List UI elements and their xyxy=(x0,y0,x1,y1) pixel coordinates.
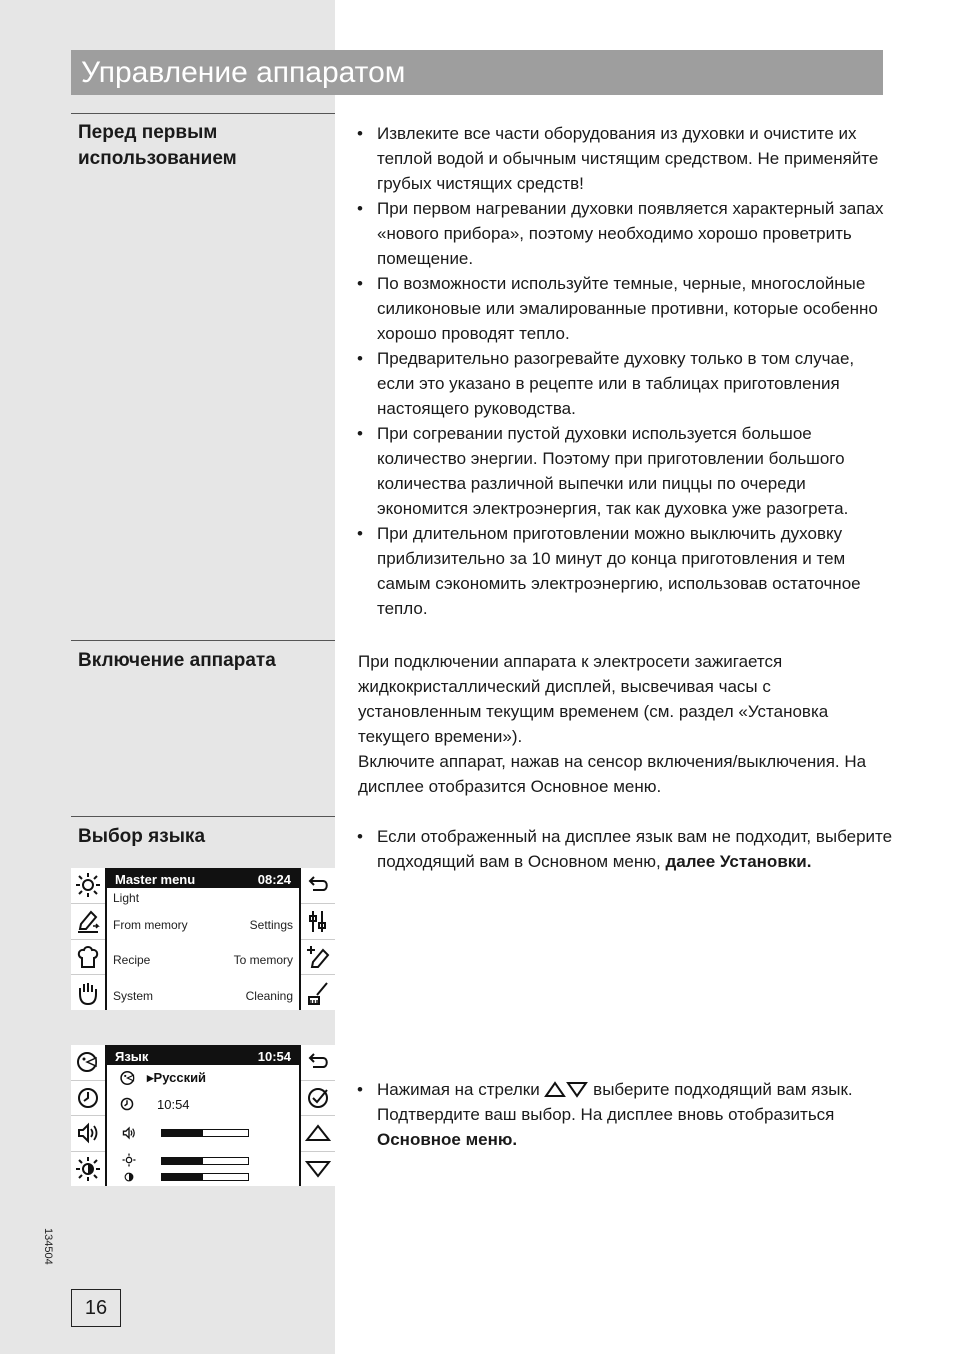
list-item: • При длительном приготовлении можно выключить духовку приблизительно за 10 минут до конца приготовления и тем самым сэкономить электроэнергию, использовав остаточное тепло. xyxy=(356,521,896,621)
cleaning-icon[interactable] xyxy=(301,975,335,1010)
brightness-icon[interactable] xyxy=(71,1152,105,1187)
bullet-bold: Основное меню. xyxy=(377,1130,518,1149)
menu-row[interactable] xyxy=(113,989,293,1003)
up-down-arrows-icon xyxy=(544,1080,588,1099)
page-title: Управление аппаратом xyxy=(71,50,883,95)
paragraph: Включите аппарат, нажав на сенсор включения/выключения. На дисплее отобразится Основное меню. xyxy=(358,752,867,796)
to-memory-icon[interactable] xyxy=(301,940,335,976)
brightness-slider[interactable] xyxy=(161,1157,249,1165)
volume-small-icon xyxy=(121,1125,137,1141)
arrow-up-icon[interactable] xyxy=(301,1116,335,1152)
menu-item-light[interactable]: Light xyxy=(113,891,140,905)
contrast-fill xyxy=(162,1174,203,1180)
section-title-switch-on: Включение аппарата xyxy=(78,650,276,671)
clock-icon[interactable] xyxy=(71,1081,105,1117)
list-item: • По возможности используйте темные, черные, многослойные силиконовые или эмалированные противни, которые особенно хорошо проводят тепло. xyxy=(356,271,896,346)
menu-item-to-memory[interactable]: To memory xyxy=(233,953,293,967)
back-icon[interactable] xyxy=(301,1045,335,1081)
contrast-slider[interactable] xyxy=(161,1173,249,1181)
bullet-bold: далее Установки. xyxy=(665,852,812,871)
screen-title: Master menu xyxy=(115,871,196,887)
document-code: 134504 xyxy=(42,1228,54,1265)
menu-item-settings[interactable]: Settings xyxy=(249,918,293,932)
confirm-icon[interactable] xyxy=(301,1081,335,1117)
menu-item-cleaning[interactable]: Cleaning xyxy=(245,989,293,1003)
settings-icon[interactable] xyxy=(301,904,335,940)
list-item: • При согревании пустой духовки используется большое количество энергии. Поэтому при приготовлении большого количества различной выпечки или пиццы по очереди экономится электроэнергия, так как духовка уже разогрета. xyxy=(356,421,896,521)
display-left-icons xyxy=(71,868,105,1010)
language-bullets-1 xyxy=(356,824,896,874)
menu-item-recipe[interactable]: Recipe xyxy=(113,953,151,967)
time-setting-row[interactable] xyxy=(119,1096,190,1112)
clock-small-icon xyxy=(119,1096,135,1112)
switch-on-text xyxy=(358,649,888,799)
menu-row[interactable] xyxy=(113,918,293,932)
display-left-icons xyxy=(71,1045,105,1186)
language-display xyxy=(71,1045,335,1186)
from-memory-icon[interactable] xyxy=(71,904,105,940)
section-title-language: Выбор языка xyxy=(78,826,206,847)
back-icon[interactable] xyxy=(301,868,335,904)
section-divider xyxy=(71,816,335,817)
light-icon[interactable] xyxy=(71,868,105,904)
master-menu-display xyxy=(71,868,335,1010)
screen-time: 10:54 xyxy=(257,1048,291,1064)
display-right-icons xyxy=(301,868,335,1010)
bullet-text: Если отображенный на дисплее язык вам не подходит, выберите подходящий вам в Основном меню, xyxy=(377,827,893,871)
screen-title: Язык xyxy=(115,1048,149,1064)
language-small-icon xyxy=(119,1069,137,1087)
menu-item-system[interactable]: System xyxy=(113,989,154,1003)
list-item: • Извлеките все части оборудования из духовки и очистите их теплой водой и обычным чистящим средством. Не применяйте грубых чистящих средств! xyxy=(356,121,896,196)
list-item xyxy=(356,824,896,874)
bullet-text: Нажимая на стрелки xyxy=(377,1080,545,1099)
bullet-text: выберите подходящий вам язык. Подтвердите ваш выбор. На дисплее вновь отобразиться xyxy=(377,1080,853,1124)
language-bullets-2 xyxy=(356,1077,896,1152)
screen-time: 08:24 xyxy=(257,871,291,887)
language-setting-row[interactable] xyxy=(119,1069,206,1087)
menu-row[interactable] xyxy=(113,953,293,967)
language-icon[interactable] xyxy=(71,1045,105,1081)
section-title-first-use: Перед первым использованием xyxy=(78,122,237,169)
lcd-screen xyxy=(105,1045,301,1186)
list-item: • При первом нагревании духовки появляется характерный запах «нового прибора», поэтому необходимо хорошо проветрить помещение. xyxy=(356,196,896,271)
recipe-icon[interactable] xyxy=(71,940,105,976)
page-number: 16 xyxy=(71,1289,121,1327)
list-item xyxy=(356,1077,896,1152)
display-right-icons xyxy=(301,1045,335,1186)
menu-row[interactable] xyxy=(113,891,293,905)
arrow-down-icon[interactable] xyxy=(301,1152,335,1187)
paragraph: При подключении аппарата к электросети зажигается жидкокристаллический дисплей, высвечивая часы с установленным текущим временем (см. раздел «Установка текущего времени»). xyxy=(358,652,829,746)
language-value[interactable]: ▸Русский xyxy=(147,1070,207,1085)
menu-item-from-memory[interactable]: From memory xyxy=(113,918,188,932)
brightness-small-icon xyxy=(122,1153,136,1167)
brightness-fill xyxy=(162,1158,203,1164)
contrast-small-icon xyxy=(124,1172,134,1182)
lcd-screen xyxy=(105,868,301,1010)
screen-header xyxy=(107,870,299,888)
screen-header xyxy=(107,1047,299,1065)
section-divider xyxy=(71,113,335,114)
volume-fill xyxy=(162,1130,203,1136)
first-use-bullets xyxy=(356,121,896,621)
section-divider xyxy=(71,640,335,641)
list-item: • Предварительно разогревайте духовку только в том случае, если это указано в рецепте или в таблицах приготовления настоящего руководства. xyxy=(356,346,896,421)
system-icon[interactable] xyxy=(71,975,105,1010)
volume-slider[interactable] xyxy=(161,1129,249,1137)
time-value[interactable]: 10:54 xyxy=(157,1096,190,1112)
volume-icon[interactable] xyxy=(71,1116,105,1152)
